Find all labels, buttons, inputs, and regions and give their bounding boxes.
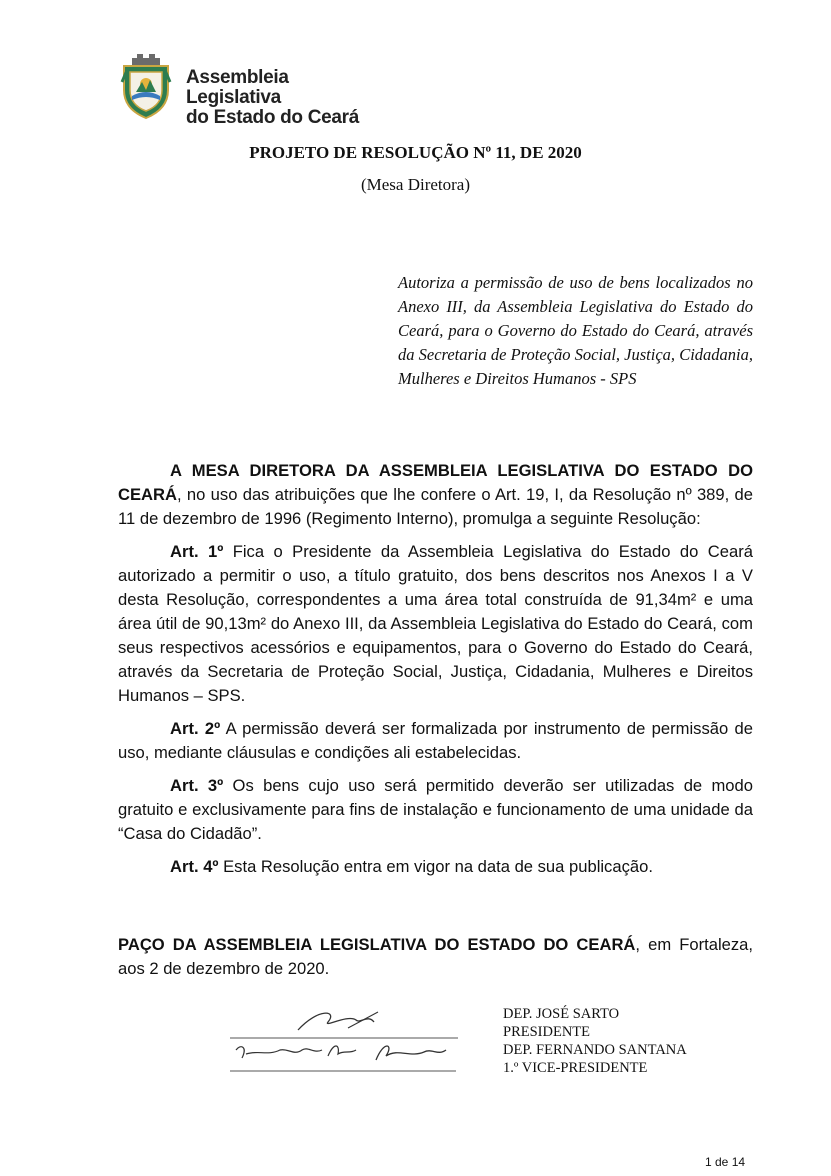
article-1 [118, 540, 753, 708]
article-3 [118, 774, 753, 846]
article-2-text: A permissão deverá ser formalizada por instrumento de permissão de uso, mediante cláusulas e condições ali estabelecidas. [118, 719, 753, 762]
preamble [118, 459, 753, 531]
signatory-2-name: DEP. FERNANDO SANTANA [503, 1042, 687, 1058]
article-2 [118, 717, 753, 765]
page-number: 1 de 14 [705, 1155, 746, 1169]
org-name-line2: do Estado do Ceará [186, 107, 360, 128]
article-1-label: Art. 1º [170, 542, 224, 561]
org-name [186, 68, 378, 128]
org-name-line1: Assembleia Legislativa [186, 67, 289, 108]
document-title: PROJETO DE RESOLUÇÃO Nº 11, DE 2020 [249, 143, 582, 162]
article-1-text: Fica o Presidente da Assembleia Legislativa do Estado do Ceará autorizado a permitir o uso, a título gratuito, dos bens descritos nos Anexos I a V desta Resolução, correspondentes a uma área total construída de 91,34m² e uma área útil de 90,13m² do Anexo III, da Assembleia Legislativa do Estado do Ceará, com seus respectivos acessórios e equipamentos, para o Governo do Estado do Ceará, através da Secretaria de Proteção Social, Justiça, Cidadania, Mulheres e Direitos Humanos – SPS. [118, 542, 753, 705]
preamble-text: , no uso das atribuições que lhe confere o Art. 19, I, da Resolução nº 389, de 11 de dezembro de 1996 (Regimento Interno), promulga a seguinte Resolução: [118, 485, 753, 528]
signatory-2-role: 1.º VICE-PRESIDENTE [503, 1060, 648, 1076]
closing-paragraph [118, 933, 753, 981]
handwritten-signature-icon [228, 1000, 468, 1080]
closing-text: , em Fortaleza, aos 2 de dezembro de 2020. [118, 935, 753, 978]
article-3-text: Os bens cujo uso será permitido deverão ser utilizadas de modo gratuito e exclusivamente para fins de instalação e funcionamento de uma unidade da “Casa do Cidadão”. [118, 776, 753, 843]
coat-of-arms-icon [118, 52, 174, 120]
article-2-label: Art. 2º [170, 719, 221, 738]
closing-bold: PAÇO DA ASSEMBLEIA LEGISLATIVA DO ESTADO DO CEARÁ [118, 935, 636, 954]
article-4-label: Art. 4º [170, 857, 219, 876]
signatory-1-role: PRESIDENTE [503, 1024, 590, 1040]
document-body [118, 459, 753, 888]
ementa: Autoriza a permissão de uso de bens localizados no Anexo III, da Assembleia Legislativa do Estado do Ceará, para o Governo do Estado do Ceará, através da Secretaria de Proteção Social, Justiça, Cidadania, Mulheres e Direitos Humanos - SPS [398, 273, 753, 388]
article-4-text: Esta Resolução entra em vigor na data de sua publicação. [218, 857, 653, 876]
signatures [228, 1000, 468, 1080]
signatory-1-name: DEP. JOSÉ SARTO [503, 1006, 620, 1022]
header-logo [118, 52, 378, 128]
article-4 [118, 855, 753, 879]
preamble-bold: A MESA DIRETORA DA ASSEMBLEIA LEGISLATIVA DO ESTADO DO CEARÁ [118, 461, 753, 504]
signatory-block [503, 1005, 687, 1077]
document-subtitle: (Mesa Diretora) [360, 175, 471, 194]
article-3-label: Art. 3º [170, 776, 224, 795]
